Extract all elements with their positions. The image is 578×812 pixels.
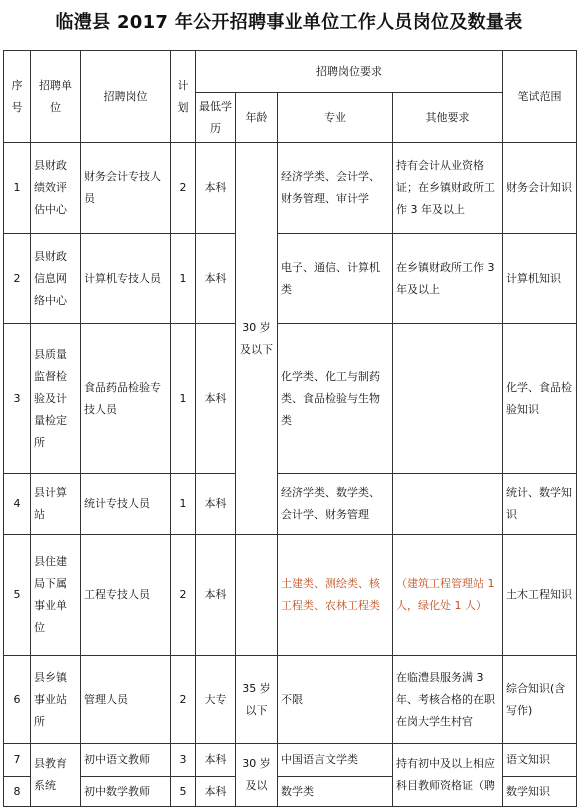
header-unit: 招聘单位 [31,51,81,143]
header-edu: 最低学历 [196,93,236,143]
cell-index: 6 [4,656,31,744]
cell-plan: 1 [171,234,196,324]
cell-other: （建筑工程管理站 1 人，绿化处 1 人） [393,535,503,656]
table-row [4,656,577,744]
cell-index: 2 [4,234,31,324]
table-row [4,535,577,656]
cell-unit: 县质量监督检验及计量检定所 [31,324,81,474]
cell-other: 持有会计从业资格证；在乡镇财政所工作 3 年及以上 [393,143,503,234]
cell-plan: 3 [171,744,196,777]
header-other: 其他要求 [393,93,503,143]
cell-age-group: 30 岁及以 [236,744,278,807]
cell-major: 经济学类、会计学、财务管理、审计学 [278,143,393,234]
table-row [4,324,577,474]
table-row [4,474,577,535]
cell-post: 食品药品检验专技人员 [81,324,171,474]
cell-major: 电子、通信、计算机类 [278,234,393,324]
cell-major: 中国语言文学类 [278,744,393,777]
cell-edu: 本科 [196,744,236,777]
cell-plan: 2 [171,143,196,234]
cell-major: 土建类、测绘类、核工程类、农林工程类 [278,535,393,656]
cell-unit: 县乡镇事业站所 [31,656,81,744]
cell-exam: 语文知识 [503,744,577,777]
cell-exam: 计算机知识 [503,234,577,324]
cell-unit: 县计算站 [31,474,81,535]
cell-post: 管理人员 [81,656,171,744]
cell-post: 工程专技人员 [81,535,171,656]
cell-age-empty [236,535,278,656]
cell-index: 1 [4,143,31,234]
cell-plan: 1 [171,324,196,474]
cell-major: 化学类、化工与制药类、食品检验与生物类 [278,324,393,474]
cell-exam: 统计、数学知识 [503,474,577,535]
table-row [4,143,577,234]
cell-plan: 1 [171,474,196,535]
cell-other: 在乡镇财政所工作 3 年及以上 [393,234,503,324]
cell-exam: 数学知识 [503,777,577,807]
cell-edu: 本科 [196,474,236,535]
cell-edu: 大专 [196,656,236,744]
header-age: 年龄 [236,93,278,143]
cell-plan: 2 [171,656,196,744]
header-requirements: 招聘岗位要求 [196,51,503,93]
cell-other [393,474,503,535]
cell-exam: 土木工程知识 [503,535,577,656]
cell-other: 持有初中及以上相应科目教师资格证（聘 [393,744,503,807]
positions-table [3,50,577,807]
cell-edu: 本科 [196,777,236,807]
cell-post: 计算机专技人员 [81,234,171,324]
cell-post: 财务会计专技人员 [81,143,171,234]
header-exam: 笔试范围 [503,51,577,143]
cell-index: 7 [4,744,31,777]
cell-major: 不限 [278,656,393,744]
cell-unit: 县教育系统 [31,744,81,807]
cell-index: 4 [4,474,31,535]
header-plan: 计划 [171,51,196,143]
cell-index: 3 [4,324,31,474]
cell-exam: 综合知识(含写作) [503,656,577,744]
header-major: 专业 [278,93,393,143]
cell-plan: 5 [171,777,196,807]
page-title: 临澧县 2017 年公开招聘事业单位工作人员岗位及数量表 [55,12,523,33]
cell-index: 8 [4,777,31,807]
cell-other [393,324,503,474]
cell-age-group: 30 岁及以下 [236,143,278,535]
cell-age-group: 35 岁以下 [236,656,278,744]
cell-post: 初中数学教师 [81,777,171,807]
cell-index: 5 [4,535,31,656]
header-index: 序号 [4,51,31,143]
cell-unit: 县住建局下属事业单位 [31,535,81,656]
cell-exam: 财务会计知识 [503,143,577,234]
cell-post: 统计专技人员 [81,474,171,535]
cell-unit: 县财政信息网络中心 [31,234,81,324]
cell-post: 初中语文教师 [81,744,171,777]
cell-edu: 本科 [196,324,236,474]
cell-unit: 县财政绩效评估中心 [31,143,81,234]
cell-major: 数学类 [278,777,393,807]
cell-edu: 本科 [196,234,236,324]
cell-other: 在临澧县服务满 3 年、考核合格的在职在岗大学生村官 [393,656,503,744]
table-row [4,234,577,324]
cell-plan: 2 [171,535,196,656]
cell-edu: 本科 [196,143,236,234]
cell-edu: 本科 [196,535,236,656]
cell-exam: 化学、食品检验知识 [503,324,577,474]
cell-major: 经济学类、数学类、会计学、财务管理 [278,474,393,535]
table-row [4,744,577,777]
header-post: 招聘岗位 [81,51,171,143]
